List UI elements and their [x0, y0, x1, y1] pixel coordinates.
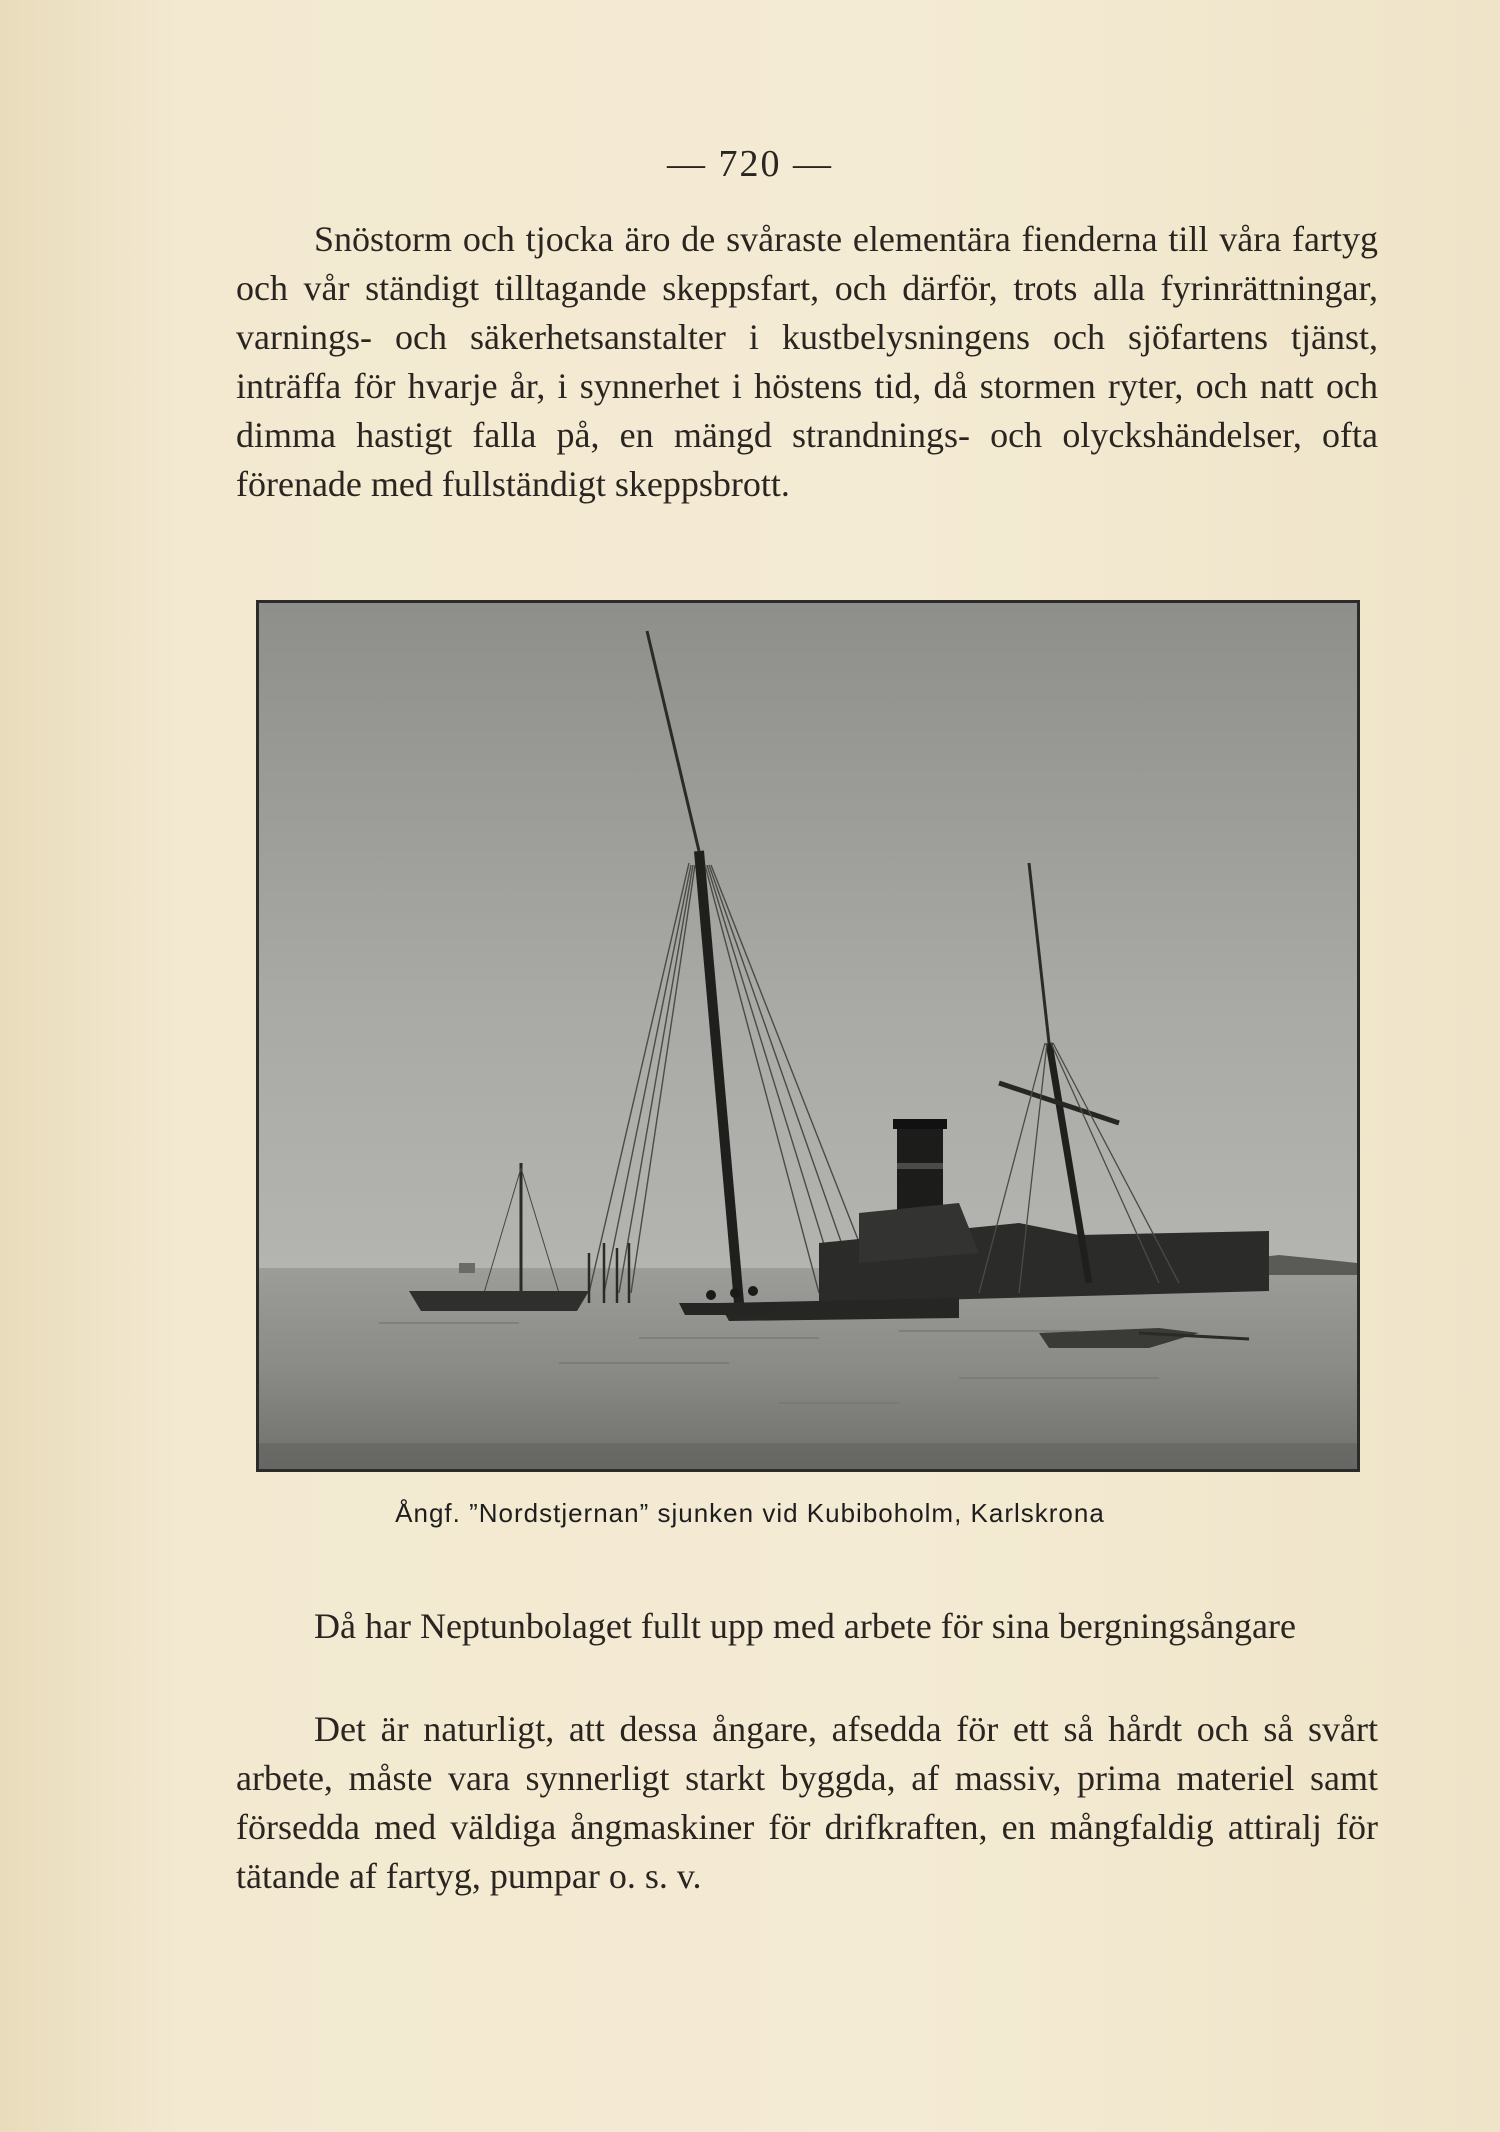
figure-caption: Ångf. ”Nordstjernan” sjunken vid Kubiboholm, Karlskrona — [395, 1498, 1105, 1528]
distant-house — [459, 1263, 475, 1273]
paragraph-steamers: Det är naturligt, att dessa ångare, afsedda för ett så hårdt och så svårt arbete, måste vara synnerligt starkt byggda, af massiv, prima materiel samt försedda med väldiga ångmaskiner för drifkraften, en mångfaldig attiralj för tätande af fartyg, pumpar o. s. v. — [236, 1709, 1378, 1896]
page-number: — 720 — — [667, 143, 833, 185]
paragraph-neptunbolaget: Då har Neptunbolaget fullt upp med arbete för sina bergningsångare — [314, 1606, 1297, 1646]
sky — [259, 603, 1357, 1273]
photo-edge-shadow — [259, 1443, 1357, 1469]
shipwreck-photograph — [256, 600, 1360, 1472]
paragraph-intro: Snöstorm och tjocka äro de svåraste elementära fienderna till våra fartyg och vår ständigt tilltagande skeppsfart, och därför, trots alla fyrinrättningar, varnings- och säkerhetsanstalter i kustbelysningens och sjöfartens tjänst, inträffa för hvarje år, i synnerhet i höstens tid, då stormen ryter, och natt och dimma hastigt falla på, en mängd strandnings- och olyckshändelser, ofta förenade med fullständigt skeppsbrott. — [236, 219, 1378, 504]
photo-illustration — [259, 603, 1357, 1469]
